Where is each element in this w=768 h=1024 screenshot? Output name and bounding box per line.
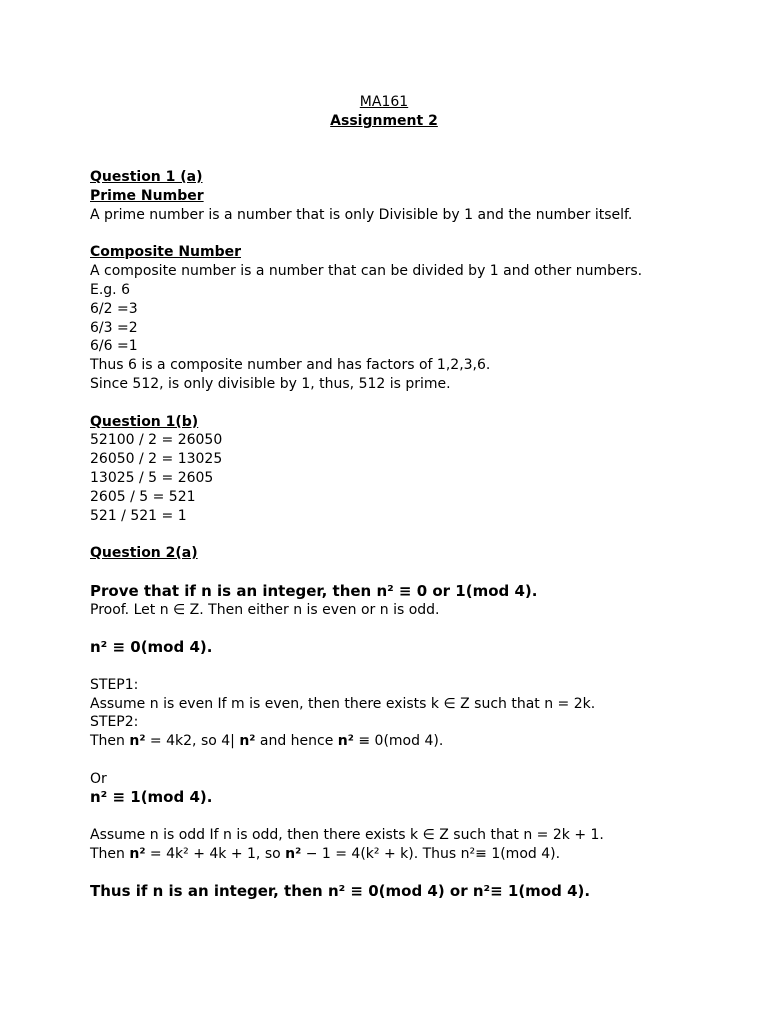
step2-n-squared: n² (337, 733, 354, 750)
q1a-line: Thus 6 is a composite number and has factors of 1,2,3,6. (90, 357, 491, 374)
q1a-line: Since 512, is only divisible by 1, thus, 512 is prime. (90, 375, 451, 392)
q1b-line: 52100 / 2 = 26050 (90, 432, 223, 449)
assignment-title: Assignment 2 (330, 112, 438, 129)
odd-end: − 1 = 4(k² + k). Thus n²≡ 1(mod 4). (301, 845, 561, 862)
case-even-heading: n² ≡ 0(mod 4). (90, 638, 213, 657)
prime-definition: A prime number is a number that is only Divisible by 1 and the number itself. (90, 206, 633, 223)
odd-n-squared: n² (129, 845, 146, 862)
step1-text: Assume n is even If m is even, then there exists k ∈ Z such that n = 2k. (90, 695, 596, 712)
step2-mid: = 4k2, so 4| (145, 733, 240, 750)
step2-end: ≡ 0(mod 4). (353, 733, 444, 750)
document-page (90, 93, 710, 901)
q1b-line: 13025 / 5 = 2605 (90, 469, 214, 486)
q1b-line: 521 / 521 = 1 (90, 507, 187, 524)
step2-n-squared: n² (239, 733, 256, 750)
prime-heading: Prime Number (90, 187, 204, 204)
q1a-line: E.g. 6 (90, 281, 130, 298)
proof-intro: Proof. Let n ∈ Z. Then either n is even or n is odd. (90, 601, 440, 618)
or-label: Or (90, 770, 107, 787)
odd-derivation (90, 845, 710, 864)
odd-mid: = 4k² + 4k + 1, so (145, 845, 286, 862)
course-code: MA161 (359, 94, 409, 110)
q2a-statement: Prove that if n is an integer, then n² ≡ 0 or 1(mod 4). (90, 581, 538, 600)
q1b-line: 2605 / 5 = 521 (90, 488, 196, 505)
q1a-line: 6/6 =1 (90, 338, 138, 355)
step2-n-squared: n² (129, 733, 146, 750)
odd-then: Then (90, 845, 130, 862)
q1a-heading: Question 1 (a) (90, 169, 203, 186)
step2-and: and hence (255, 733, 338, 750)
step2-then: Then (90, 733, 130, 750)
odd-assumption: Assume n is odd If n is odd, then there exists k ∈ Z such that n = 2k + 1. (90, 827, 604, 844)
case-odd-heading: n² ≡ 1(mod 4). (90, 788, 213, 807)
composite-definition: A composite number is a number that can be divided by 1 and other numbers. (90, 263, 643, 280)
composite-heading: Composite Number (90, 244, 242, 261)
q2a-heading: Question 2(a) (90, 545, 198, 562)
q1a-line: 6/3 =2 (90, 319, 138, 336)
step2-text (90, 732, 710, 751)
q1a-line: 6/2 =3 (90, 300, 138, 317)
q1b-heading: Question 1(b) (90, 413, 199, 430)
odd-n-squared: n² (285, 845, 302, 862)
step2-label: STEP2: (90, 714, 139, 731)
conclusion: Thus if n is an integer, then n² ≡ 0(mod 4) or n²≡ 1(mod 4). (90, 882, 591, 901)
step1-label: STEP1: (90, 676, 139, 693)
q1b-line: 26050 / 2 = 13025 (90, 451, 223, 468)
